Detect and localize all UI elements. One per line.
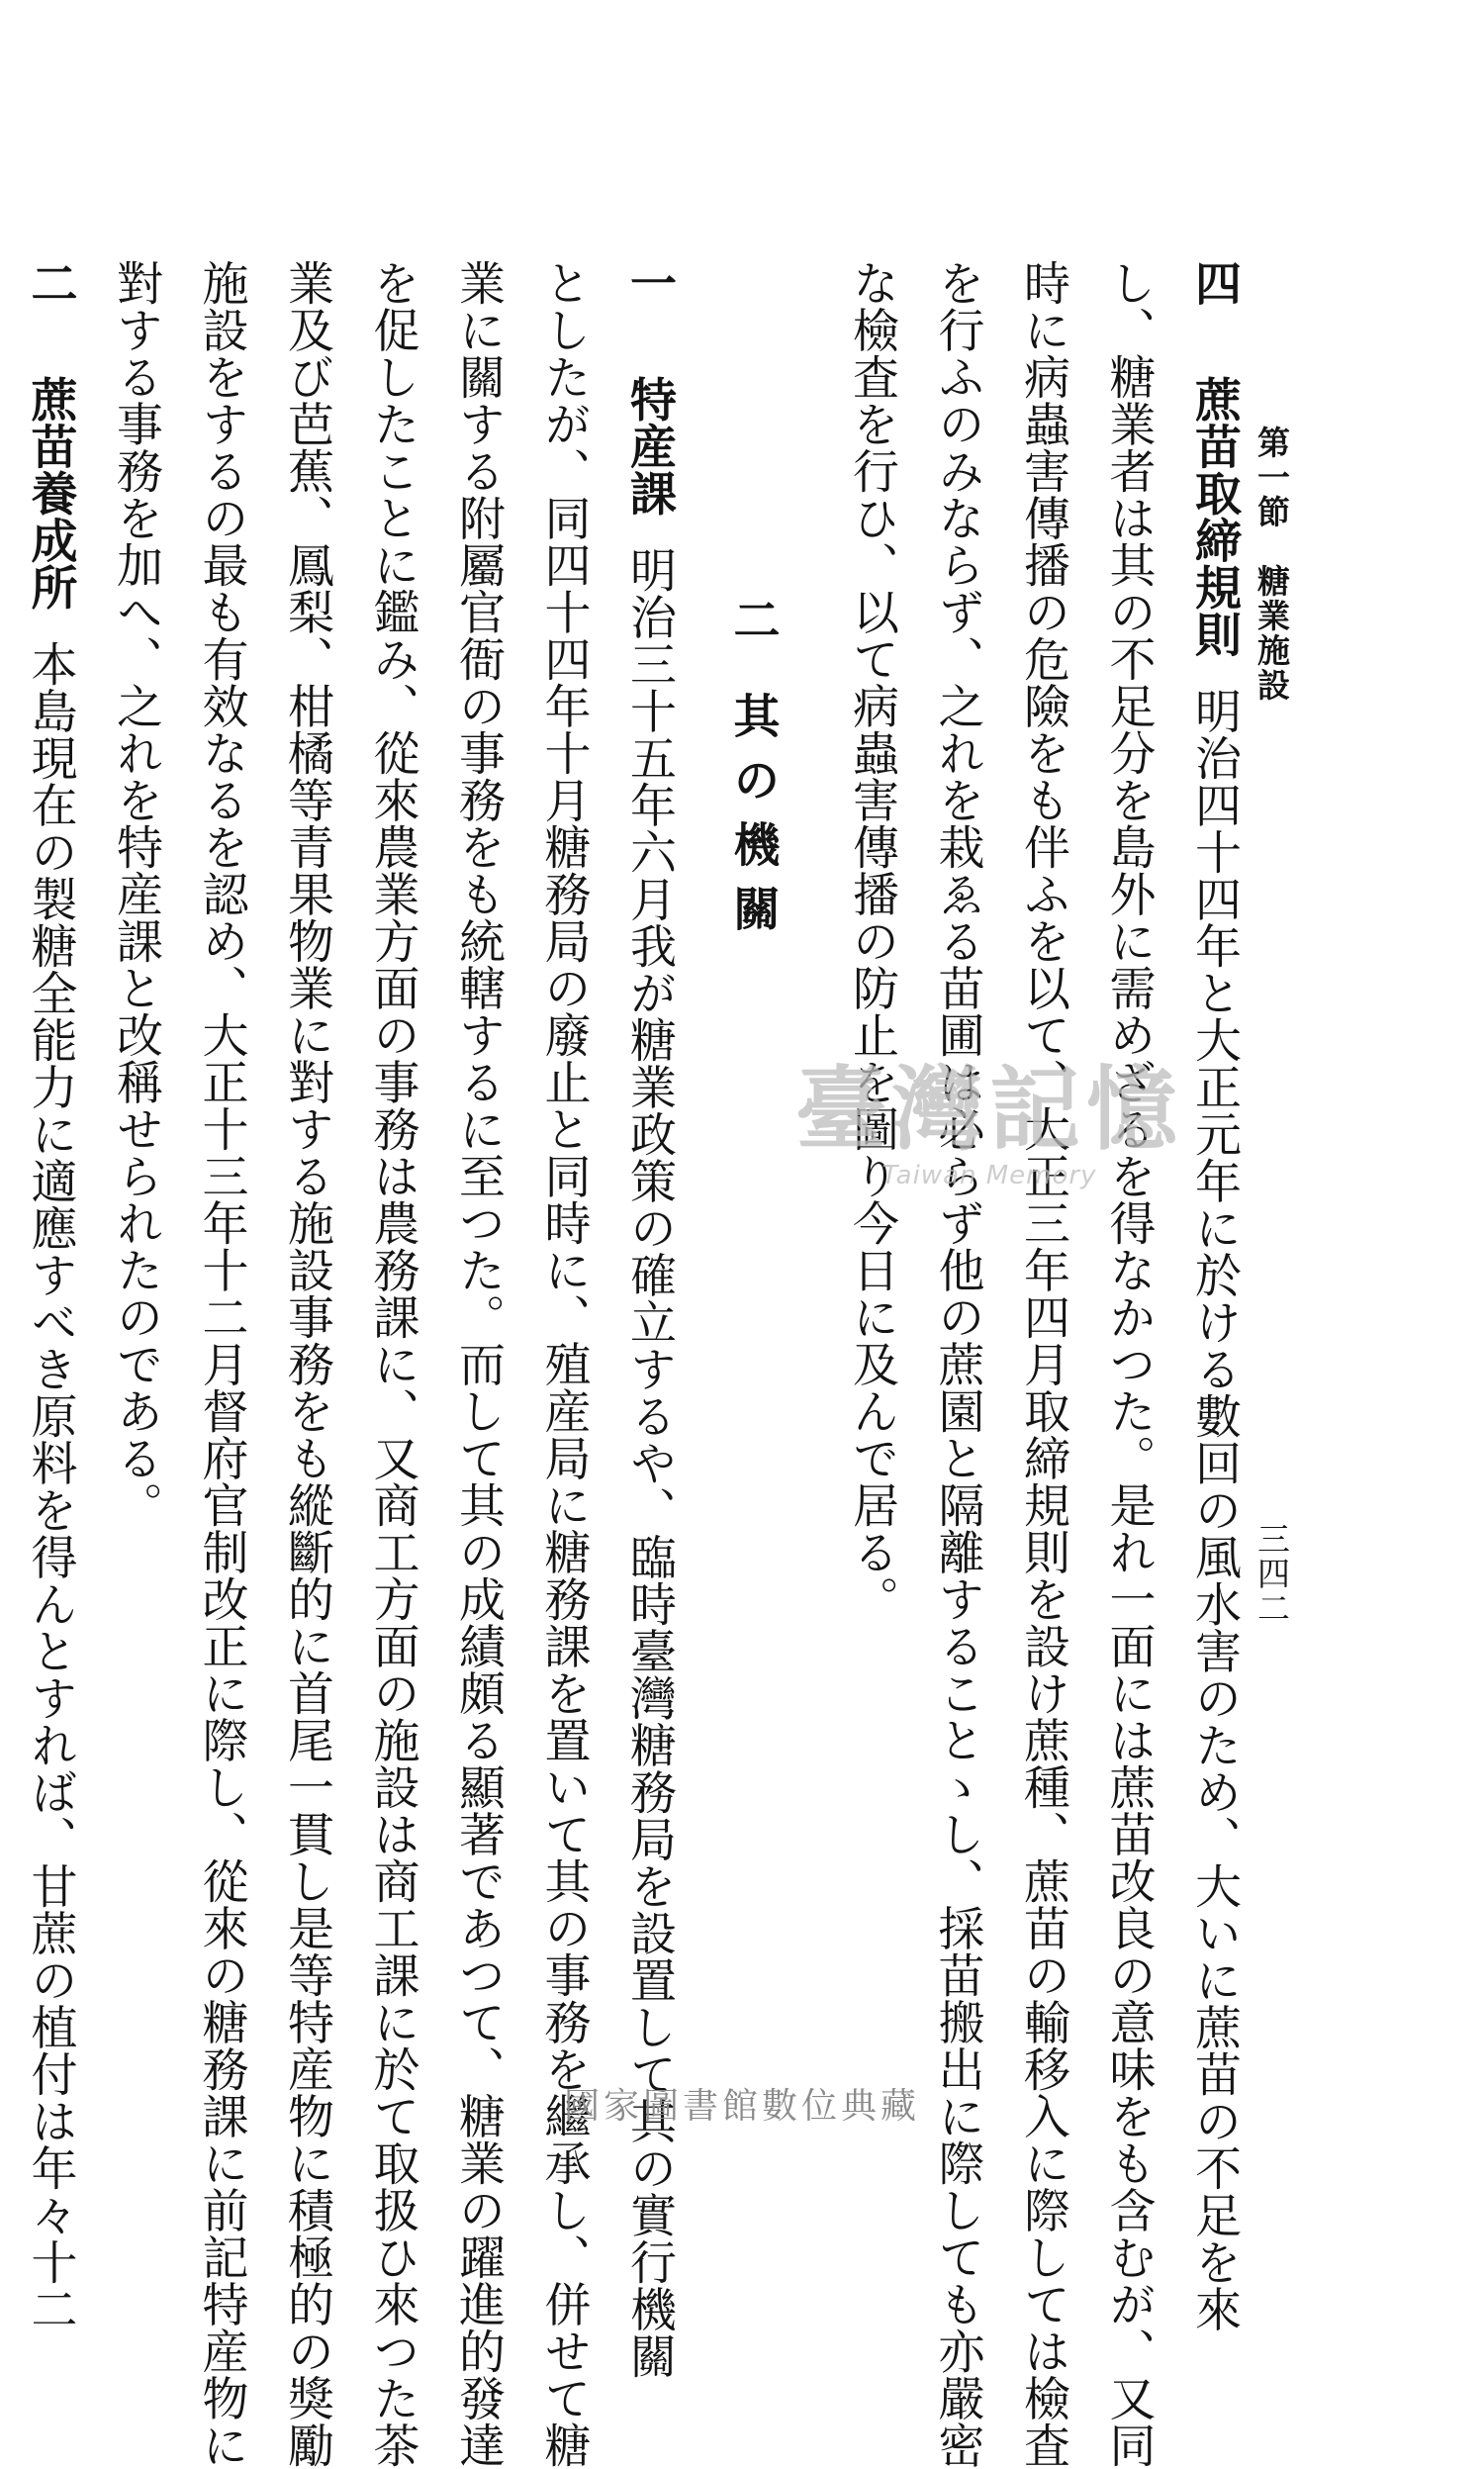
running-header-title: 第一節 糖業施設 (1252, 426, 1291, 703)
item1-line-2: としたが、同四十四年十月糖務局の廢止と同時に、殖産局に糖務課を置いて其の事務を繼承し、併せて糖 (536, 259, 592, 2469)
section4-line-5: な檢査を行ひ、以て病蟲害傳播の防止を圖り今日に及んで居る。 (845, 259, 899, 1623)
watermark-logo (752, 1056, 1227, 1232)
item1-line-5: 業及び芭蕉、鳳梨、柑橘等青果物業に對する施設事務をも縱斷的に首尾一貫し是等特産物に積極的の獎勵 (280, 259, 334, 2469)
page-number: 三四二 (1252, 1522, 1291, 1626)
section4-title: 蔗苗取締規則 (1187, 375, 1242, 658)
footer-credit: 國家圖書館數位典藏 (563, 2086, 920, 2127)
item2-title: 蔗苗養成所 (23, 375, 78, 611)
watermark-chinese: 臺灣記憶 (794, 1056, 1183, 1163)
item1-line-6: 施設をするの最も有效なるを認め、大正十三年十二月督府官制改正に際し、從來の糖務課に前記特産物に (194, 259, 249, 2469)
item2-number: 二 (23, 259, 78, 307)
item1-text-1: 明治三十五年六月我が糖業政策の確立するや、臨時臺灣糖務局を設置して其の實行機關 (622, 546, 677, 2380)
watermark-english: Taiwan Memory (881, 1161, 1097, 1190)
item1-number: 一 (622, 259, 677, 307)
section4-text-1: 明治四十四年と大正元年に於ける數回の風水害のため、大いに蔗苗の不足を來 (1187, 687, 1242, 2332)
section-heading-title: 其の機關 (725, 692, 781, 949)
item1-title: 特産課 (622, 375, 677, 517)
section4-line-2: し、糖業者は其の不足分を島外に需めざるを得なかつた。是れ一面には蔗苗改良の意味をも含むが、又同 (1101, 259, 1157, 2469)
item1-line-3: 業に關する附屬官衙の事務をも統轄するに至つた。而して其の成績頗る顯著であつて、糖業の躍進的發達 (451, 259, 506, 2469)
section-heading-number: 二 (725, 596, 781, 642)
section4-line-3: 時に病蟲害傳播の危險をも伴ふを以て、大正三年四月取締規則を設け蔗種、蔗苗の輸移入に際しては檢査 (1016, 259, 1070, 2469)
item1-line-4: を促したことに鑑み、從來農業方面の事務は農務課に、又商工方面の施設は商工課に於て取扱ひ來つた茶 (365, 259, 420, 2469)
item2-text-1: 本島現在の製糖全能力に適應すべき原料を得んとすれば、甘蔗の植付は年々十二 (23, 640, 78, 2332)
section4-line-4: を行ふのみならず、之れを栽ゑる苗圃は必らず他の蔗園と隔離することゝし、採苗搬出に際しても亦嚴密 (930, 259, 985, 2469)
item1-line-7: 對する事務を加へ、之れを特産課と改稱せられたのである。 (109, 259, 163, 1529)
item1-line-1 (614, 259, 685, 2380)
item2-line-1 (15, 259, 85, 2332)
section4-number: 四 (1187, 259, 1242, 307)
